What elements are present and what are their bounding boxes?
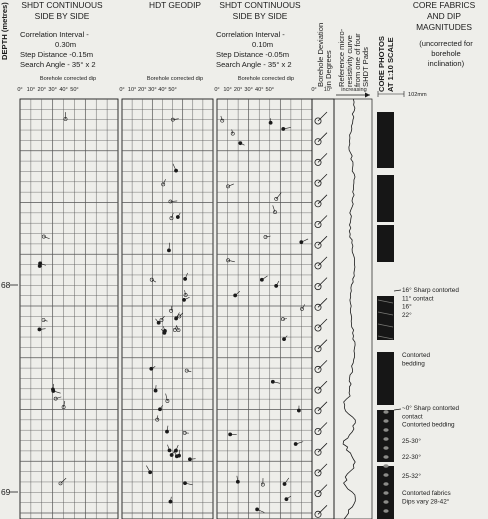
dip-tadpole-tail [173, 119, 179, 120]
core-clast [383, 410, 388, 414]
shdt2-param-3: Step Distance -0.05m [216, 50, 290, 59]
deviation-tail [318, 236, 327, 245]
micro-title-1: Reference micro- [337, 28, 346, 87]
dip-tadpole-tail [146, 466, 150, 473]
fabric-leader [394, 409, 401, 410]
shdt1-tick-label: 40° [59, 87, 68, 93]
shdt1-param-4: Search Angle - 35° x 2 [20, 60, 96, 69]
dip-tadpole-tail [43, 320, 47, 321]
dip-tadpole [150, 278, 153, 281]
fabric-annotation-layer [394, 286, 460, 505]
core-clast [383, 428, 388, 432]
core-segment [377, 410, 394, 462]
dip-tadpole-tail [157, 415, 158, 419]
core-clast [383, 455, 388, 459]
dip-tadpole-layer [38, 112, 308, 512]
dip-tadpole-tail [257, 509, 264, 512]
hdt-tick-label: 0° [119, 87, 125, 93]
deviation-tail [318, 381, 327, 390]
depth-axis-label: DEPTH (metres) [0, 2, 9, 60]
fabric-annotation-line: 22-30° [402, 454, 421, 461]
hdt-grid-frame [122, 99, 213, 519]
deviation-tail [318, 216, 327, 225]
micro-resistivity-column [334, 99, 372, 519]
deviation-tail [318, 174, 327, 183]
deviation-tail [318, 340, 327, 349]
core-scale-label: 102mm [408, 92, 427, 98]
shdt1-param-1: Correlation Interval - [20, 30, 89, 39]
shdt2-param-2: 0.10m [252, 40, 274, 49]
fabrics-title-1: CORE FABRICS [412, 0, 476, 10]
deviation-tail [318, 505, 327, 514]
deviation-tail [318, 402, 327, 411]
deviation-tail [318, 278, 327, 287]
fabric-annotation-line: 25-32° [402, 473, 421, 480]
shdt1-param-2: 0.30m [55, 40, 77, 49]
fabric-annotation-line: bedding [402, 360, 425, 368]
shdt1-param-3: Step Distance -0.15m [20, 50, 94, 59]
shdt2-title-1: SHDT CONTINUOUS [219, 0, 301, 10]
dip-tadpole-tail [283, 319, 287, 320]
shdt2-grid-frame [217, 99, 312, 519]
core-clast [383, 491, 388, 495]
hdt-axis-title: Borehole corrected dip [146, 76, 204, 82]
fabric-annotation-line: 22° [402, 311, 412, 319]
shdt2-tick-label: 10° [223, 87, 232, 93]
deviation-tail [318, 443, 327, 452]
dip-tadpole-tail [262, 276, 268, 280]
shdt2-param-4: Search Angle - 35° x 2 [216, 60, 292, 69]
core-segment [377, 112, 394, 168]
micro-axis-label: increasing [341, 87, 367, 93]
core-photo-column [377, 112, 394, 519]
core-clast [383, 482, 388, 486]
fabric-annotation-line: Contorted [402, 352, 431, 359]
deviation-tail [318, 485, 327, 494]
dip-tadpole-tail [170, 201, 177, 202]
grid-layer [20, 99, 312, 519]
core-clast [383, 500, 388, 504]
core-clast [383, 473, 388, 477]
deviation-tail [318, 423, 327, 432]
deviation-tail [318, 298, 327, 307]
shdt1-title-1: SHDT CONTINUOUS [21, 0, 103, 10]
shdt1-axis-title: Borehole corrected dip [39, 76, 97, 82]
core-segment [377, 225, 394, 262]
deviation-tail [318, 153, 327, 162]
increasing-arrow-head [365, 93, 370, 98]
core-photos-title-1: CORE PHOTOS [377, 36, 386, 92]
shdt1-tick-label: 10° [26, 87, 36, 93]
dip-tadpole-tail [171, 306, 172, 311]
dip-tadpole-tail [187, 371, 192, 372]
fabric-annotation-line: 16° [402, 303, 412, 311]
dip-tadpole [173, 328, 176, 331]
depth-mark-69: 69 [1, 487, 11, 497]
shdt2-tick-label: 0° [214, 87, 220, 93]
deviation-tail [318, 464, 327, 473]
fabric-annotation-line: 11° contact [402, 295, 434, 303]
depth-mark-68: 68 [1, 280, 11, 290]
deviation-tail [318, 195, 327, 204]
hdt-tick-label: 40° [158, 87, 167, 93]
micro-curve [343, 99, 355, 519]
deviation-tail [318, 360, 327, 369]
shdt2-tick-label: 50° [265, 87, 275, 93]
core-clast [383, 419, 388, 423]
deviation-title-1: Borehole Deviation [316, 22, 325, 87]
fabrics-note-3: inclination) [427, 59, 465, 68]
deviation-tail [318, 133, 327, 142]
deviation-tail [318, 319, 327, 328]
deviation-title-2: in Degrees [324, 50, 333, 87]
shdt1-tick-label: 50° [70, 87, 79, 93]
shdt2-param-1: Correlation Interval - [216, 30, 285, 39]
core-clast [383, 446, 388, 450]
core-clast [383, 464, 388, 468]
fabrics-title-2: AND DIP [427, 11, 461, 21]
shdt1-tick-label: 0° [17, 87, 23, 93]
deviation-tail [318, 257, 327, 266]
deviation-tick-label: 0° [311, 87, 317, 93]
hdt-tick-label: 20° [137, 87, 147, 93]
shdt1-tick-label: 30° [48, 87, 57, 93]
hdt-title: HDT GEODIP [149, 0, 201, 10]
hdt-tick-label: 50° [168, 87, 177, 93]
fabric-annotation-line: Dips vary 28-42° [402, 498, 450, 506]
core-segment [377, 175, 394, 222]
dip-tadpole-tail [285, 478, 289, 484]
dip-tadpole-tail [235, 291, 240, 295]
shdt2-tick-label: 30° [244, 87, 253, 93]
fabrics-title-3: MAGNITUDES [416, 22, 472, 32]
shdt1-title-2: SIDE BY SIDE [34, 11, 90, 21]
dip-tadpole [42, 235, 45, 238]
fabric-annotation-line: ~0° Sharp contorted [402, 405, 460, 412]
hdt-tick-label: 10° [127, 87, 137, 93]
hdt-tick-label: 30° [148, 87, 157, 93]
micro-title-3: from one of four [353, 33, 362, 87]
shdt1-grid-frame [20, 99, 118, 519]
core-segment [377, 352, 394, 405]
shdt2-axis-title: Borehole corrected dip [237, 76, 295, 82]
dip-tadpole-tail [185, 290, 186, 295]
deviation-tick-label: 10° [323, 87, 333, 93]
tick-label-layer [17, 87, 332, 93]
core-photos-title-2: AT 1:10 SCALE [386, 37, 395, 92]
deviation-column [312, 99, 334, 519]
shdt1-tick-label: 20° [37, 87, 47, 93]
micro-title-4: SHDT Pads [361, 47, 370, 87]
dip-tadpole-tail [61, 478, 67, 483]
shdt2-tick-label: 40° [254, 87, 264, 93]
fabrics-note-1: (uncorrected for [419, 39, 473, 48]
core-clast [383, 509, 388, 513]
core-clast [383, 437, 388, 441]
fabric-leader [394, 290, 401, 291]
fabric-annotation-line: 16° Sharp contorted [402, 287, 459, 294]
fabrics-note-2: borehole [431, 49, 461, 58]
fabric-annotation-line: Contorted fabrics [402, 490, 451, 497]
micro-title-2: resistivity curve [345, 35, 354, 87]
deviation-tail [318, 112, 327, 121]
fabric-annotation-line: Contorted bedding [402, 421, 455, 429]
shdt2-title-2: SIDE BY SIDE [232, 11, 288, 21]
shdt2-tick-label: 20° [233, 87, 243, 93]
fabric-annotation-line: contact [402, 413, 423, 421]
fabric-annotation-line: 25-30° [402, 438, 421, 445]
dip-tadpole [239, 142, 242, 145]
